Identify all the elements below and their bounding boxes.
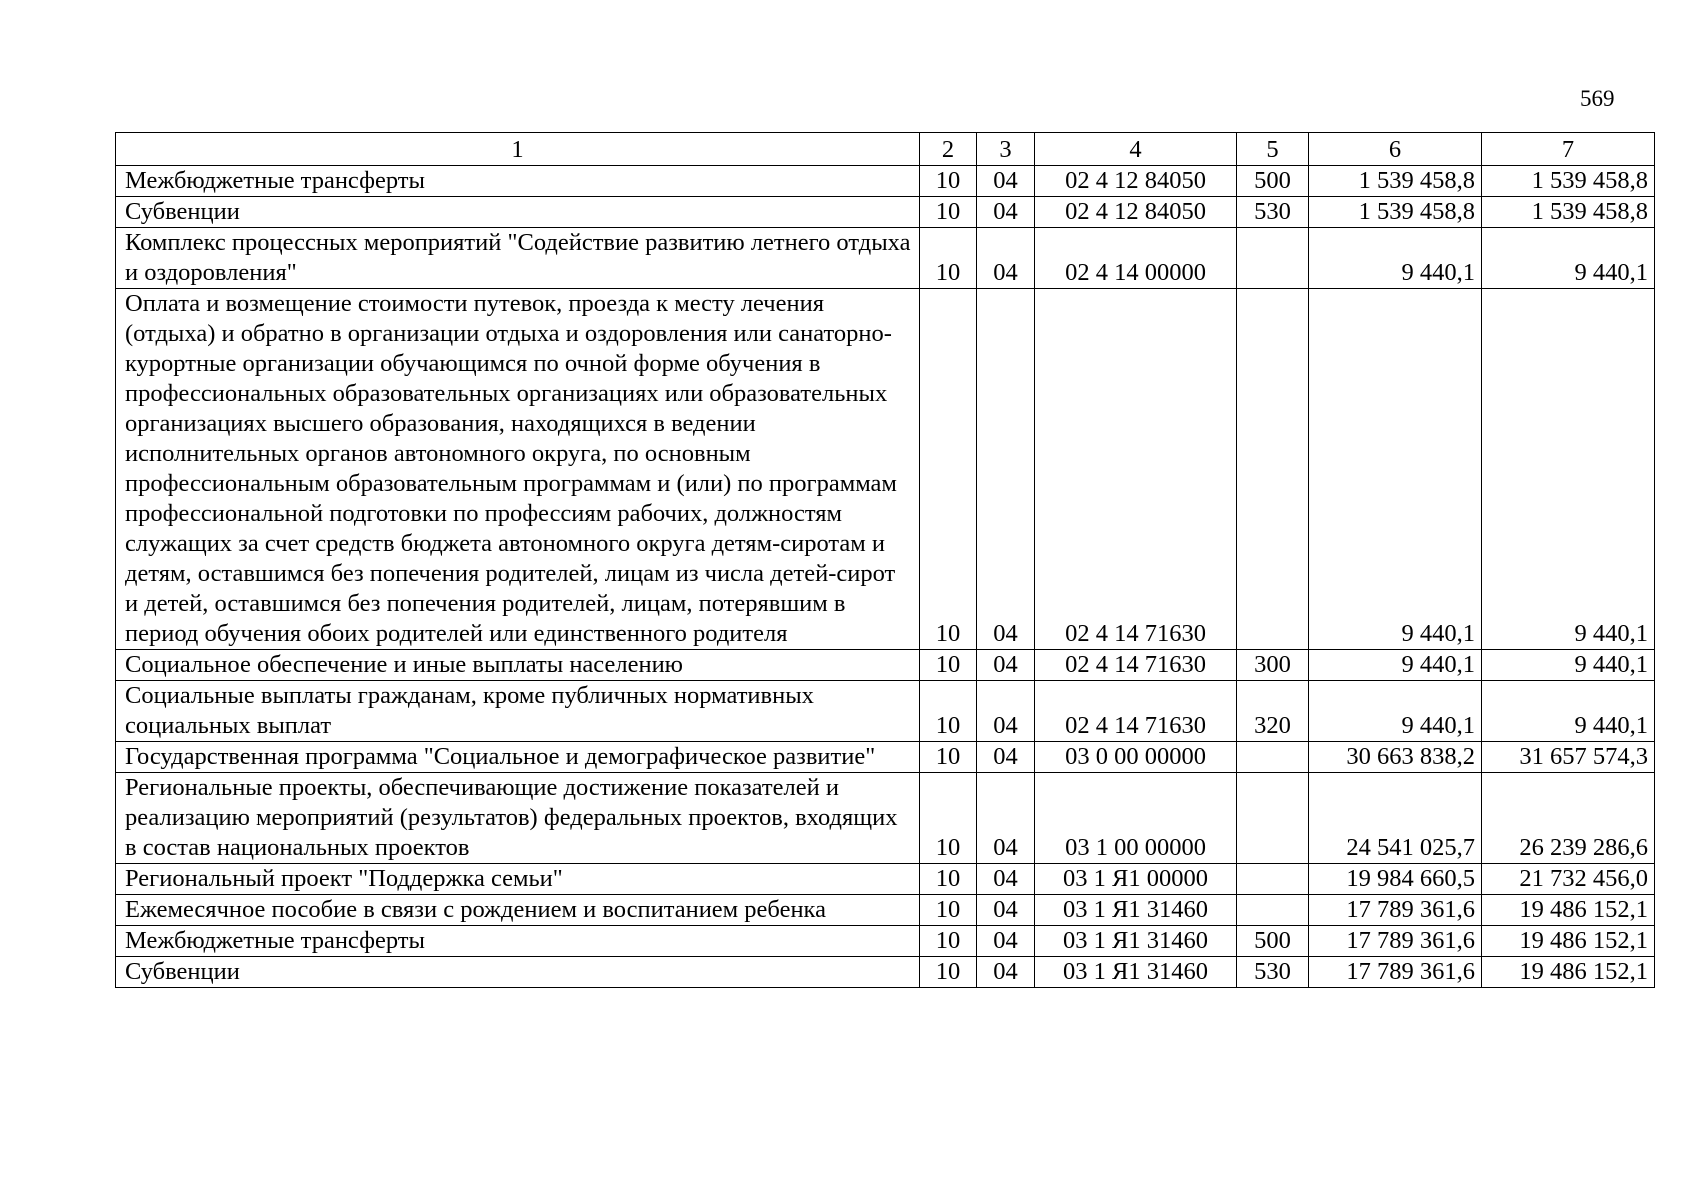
table-row xyxy=(116,289,1655,650)
row-subsection-cell: 04 xyxy=(977,166,1035,197)
row-amount-2-cell: 9 440,1 xyxy=(1482,650,1655,681)
column-header: 3 xyxy=(977,133,1035,166)
column-header: 4 xyxy=(1035,133,1237,166)
row-section-cell: 10 xyxy=(920,228,977,289)
row-target-code-cell: 02 4 12 84050 xyxy=(1035,197,1237,228)
row-expense-type-cell: 320 xyxy=(1237,681,1309,742)
row-expense-type-cell xyxy=(1237,864,1309,895)
row-amount-1-cell: 9 440,1 xyxy=(1309,681,1482,742)
row-amount-1-cell: 17 789 361,6 xyxy=(1309,926,1482,957)
row-name-cell: Социальное обеспечение и иные выплаты населению xyxy=(116,650,920,681)
page-number: 569 xyxy=(1580,86,1615,111)
table-row xyxy=(116,197,1655,228)
row-name-cell: Субвенции xyxy=(116,197,920,228)
column-header: 2 xyxy=(920,133,977,166)
row-subsection-cell: 04 xyxy=(977,742,1035,773)
row-amount-2-cell: 1 539 458,8 xyxy=(1482,166,1655,197)
row-amount-2-cell: 21 732 456,0 xyxy=(1482,864,1655,895)
row-target-code-cell: 02 4 14 00000 xyxy=(1035,228,1237,289)
row-amount-2-cell: 1 539 458,8 xyxy=(1482,197,1655,228)
row-expense-type-cell xyxy=(1237,289,1309,650)
row-amount-2-cell: 19 486 152,1 xyxy=(1482,895,1655,926)
table-row xyxy=(116,773,1655,864)
row-subsection-cell: 04 xyxy=(977,895,1035,926)
row-amount-2-cell: 9 440,1 xyxy=(1482,228,1655,289)
row-expense-type-cell xyxy=(1237,228,1309,289)
row-target-code-cell: 02 4 14 71630 xyxy=(1035,681,1237,742)
row-section-cell: 10 xyxy=(920,650,977,681)
table-row xyxy=(116,228,1655,289)
row-section-cell: 10 xyxy=(920,742,977,773)
row-amount-1-cell: 9 440,1 xyxy=(1309,650,1482,681)
row-expense-type-cell xyxy=(1237,742,1309,773)
row-section-cell: 10 xyxy=(920,773,977,864)
row-subsection-cell: 04 xyxy=(977,957,1035,988)
row-name-cell: Государственная программа "Социальное и демографическое развитие" xyxy=(116,742,920,773)
row-amount-2-cell: 19 486 152,1 xyxy=(1482,957,1655,988)
row-target-code-cell: 03 1 Я1 31460 xyxy=(1035,895,1237,926)
row-subsection-cell: 04 xyxy=(977,228,1035,289)
row-subsection-cell: 04 xyxy=(977,681,1035,742)
row-expense-type-cell: 530 xyxy=(1237,957,1309,988)
row-expense-type-cell xyxy=(1237,895,1309,926)
row-amount-1-cell: 19 984 660,5 xyxy=(1309,864,1482,895)
row-section-cell: 10 xyxy=(920,681,977,742)
row-section-cell: 10 xyxy=(920,895,977,926)
row-amount-2-cell: 31 657 574,3 xyxy=(1482,742,1655,773)
table-row xyxy=(116,895,1655,926)
row-name-cell: Региональный проект "Поддержка семьи" xyxy=(116,864,920,895)
row-amount-2-cell: 19 486 152,1 xyxy=(1482,926,1655,957)
row-amount-1-cell: 17 789 361,6 xyxy=(1309,957,1482,988)
row-target-code-cell: 03 1 Я1 31460 xyxy=(1035,957,1237,988)
row-target-code-cell: 02 4 14 71630 xyxy=(1035,650,1237,681)
row-name-cell: Региональные проекты, обеспечивающие достижение показателей и реализацию мероприятий (результатов) федеральных проектов, входящих в состав национальных проектов xyxy=(116,773,920,864)
row-expense-type-cell: 500 xyxy=(1237,926,1309,957)
row-name-cell: Субвенции xyxy=(116,957,920,988)
row-section-cell: 10 xyxy=(920,926,977,957)
row-section-cell: 10 xyxy=(920,197,977,228)
row-name-cell: Межбюджетные трансферты xyxy=(116,926,920,957)
column-header: 5 xyxy=(1237,133,1309,166)
table-row xyxy=(116,742,1655,773)
table-row xyxy=(116,957,1655,988)
row-amount-1-cell: 24 541 025,7 xyxy=(1309,773,1482,864)
table-body xyxy=(116,166,1655,988)
row-amount-1-cell: 17 789 361,6 xyxy=(1309,895,1482,926)
row-section-cell: 10 xyxy=(920,957,977,988)
table-row xyxy=(116,926,1655,957)
row-target-code-cell: 03 1 00 00000 xyxy=(1035,773,1237,864)
row-expense-type-cell: 500 xyxy=(1237,166,1309,197)
row-expense-type-cell: 300 xyxy=(1237,650,1309,681)
budget-table xyxy=(115,132,1655,988)
row-target-code-cell: 03 1 Я1 00000 xyxy=(1035,864,1237,895)
column-header: 1 xyxy=(116,133,920,166)
table-row xyxy=(116,166,1655,197)
row-name-cell: Комплекс процессных мероприятий "Содействие развитию летнего отдыха и оздоровления" xyxy=(116,228,920,289)
row-target-code-cell: 03 1 Я1 31460 xyxy=(1035,926,1237,957)
row-target-code-cell: 03 0 00 00000 xyxy=(1035,742,1237,773)
row-subsection-cell: 04 xyxy=(977,926,1035,957)
row-amount-1-cell: 9 440,1 xyxy=(1309,228,1482,289)
row-name-cell: Оплата и возмещение стоимости путевок, проезда к месту лечения (отдыха) и обратно в организации отдыха и оздоровления или санаторно-курортные организации обучающимся по очной форме обучения в профессиональных образовательных организациях или образовательных организациях высшего образования, находящихся в ведении исполнительных органов автономного округа, по основным профессиональным образовательным программам и (или) по программам профессиональной подготовки по профессиям рабочих, должностям служащих за счет средств бюджета автономного округа детям-сиротам и детям, оставшимся без попечения родителей, лицам из числа детей-сирот и детей, оставшимся без попечения родителей, лицам, потерявшим в период обучения обоих родителей или единственного родителя xyxy=(116,289,920,650)
row-name-cell: Ежемесячное пособие в связи с рождением и воспитанием ребенка xyxy=(116,895,920,926)
row-section-cell: 10 xyxy=(920,864,977,895)
row-amount-1-cell: 30 663 838,2 xyxy=(1309,742,1482,773)
table-row xyxy=(116,650,1655,681)
column-header: 6 xyxy=(1309,133,1482,166)
row-amount-2-cell: 9 440,1 xyxy=(1482,289,1655,650)
column-header: 7 xyxy=(1482,133,1655,166)
row-amount-1-cell: 1 539 458,8 xyxy=(1309,197,1482,228)
row-target-code-cell: 02 4 14 71630 xyxy=(1035,289,1237,650)
row-amount-1-cell: 1 539 458,8 xyxy=(1309,166,1482,197)
table-row xyxy=(116,864,1655,895)
row-subsection-cell: 04 xyxy=(977,197,1035,228)
row-subsection-cell: 04 xyxy=(977,864,1035,895)
row-name-cell: Межбюджетные трансферты xyxy=(116,166,920,197)
row-subsection-cell: 04 xyxy=(977,289,1035,650)
row-expense-type-cell: 530 xyxy=(1237,197,1309,228)
row-name-cell: Социальные выплаты гражданам, кроме публичных нормативных социальных выплат xyxy=(116,681,920,742)
column-number-row xyxy=(116,133,1655,166)
row-expense-type-cell xyxy=(1237,773,1309,864)
row-target-code-cell: 02 4 12 84050 xyxy=(1035,166,1237,197)
row-subsection-cell: 04 xyxy=(977,773,1035,864)
row-subsection-cell: 04 xyxy=(977,650,1035,681)
row-section-cell: 10 xyxy=(920,289,977,650)
row-amount-2-cell: 26 239 286,6 xyxy=(1482,773,1655,864)
table-row xyxy=(116,681,1655,742)
row-amount-2-cell: 9 440,1 xyxy=(1482,681,1655,742)
row-section-cell: 10 xyxy=(920,166,977,197)
row-amount-1-cell: 9 440,1 xyxy=(1309,289,1482,650)
